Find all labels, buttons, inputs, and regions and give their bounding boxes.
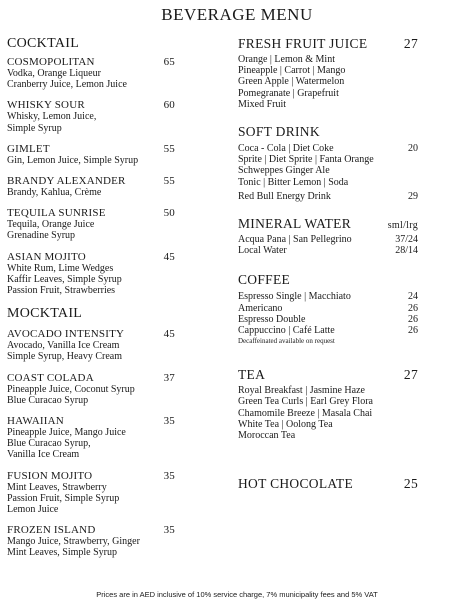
menu-item xyxy=(7,175,175,198)
coffee-row xyxy=(238,291,418,302)
soft-drink-row-text: Sprite | Diet Sprite | Fanta Orange xyxy=(238,154,374,166)
menu-item-price: 45 xyxy=(163,250,175,263)
menu-item-header xyxy=(7,328,175,340)
section-heading-coffee: COFFEE xyxy=(238,272,291,288)
fresh-juice-list xyxy=(238,54,418,110)
menu-item-price: 45 xyxy=(163,328,175,341)
coffee-row-price: 24 xyxy=(408,291,418,303)
fresh-juice-price: 27 xyxy=(403,36,418,51)
tea-option: Royal Breakfast | Jasmine Haze xyxy=(238,385,365,397)
menu-item xyxy=(7,99,175,133)
menu-item-price: 35 xyxy=(163,469,175,482)
section-heading-hot-chocolate: HOT CHOCOLATE 25 xyxy=(238,476,418,492)
menu-item-price: 65 xyxy=(163,56,175,68)
tea-option: White Tea | Oolong Tea xyxy=(238,418,333,430)
soft-drink-list xyxy=(238,143,418,188)
water-row xyxy=(238,245,418,256)
menu-item-price: 55 xyxy=(163,142,175,155)
coffee-row xyxy=(238,303,418,314)
coffee-row-text: Espresso Single | Macchiato xyxy=(238,291,351,303)
menu-item xyxy=(7,524,175,558)
menu-item-description: Gin, Lemon Juice, Simple Syrup xyxy=(7,154,139,166)
menu-item-price: 60 xyxy=(163,99,175,112)
water-row-text: Local Water xyxy=(238,245,287,257)
juice-option: Orange | Lemon & Mint xyxy=(238,54,335,65)
coffee-decaf-note: Decaffeinated available on request xyxy=(238,337,335,346)
menu-item-description: Vanilla Ice Cream xyxy=(7,449,80,461)
right-column xyxy=(238,36,418,492)
soft-drink-row-text: Schweppes Ginger Ale xyxy=(238,165,330,177)
tea-option: Green Tea Curls | Earl Grey Flora xyxy=(238,396,373,408)
coffee-row-text: Cappuccino | Café Latte xyxy=(238,325,335,337)
coffee-row-price: 26 xyxy=(408,302,418,314)
menu-item-header xyxy=(7,175,175,187)
section-heading-cocktail: COCKTAIL xyxy=(7,36,80,51)
menu-item xyxy=(7,470,175,516)
coffee-row xyxy=(238,325,418,336)
menu-item xyxy=(7,415,175,461)
menu-item-name: TEQUILA SUNRISE xyxy=(7,207,106,220)
section-heading-fresh-juice: FRESH FRUIT JUICE 27 xyxy=(238,36,418,51)
menu-item-description: White Rum, Lime Wedges xyxy=(7,262,114,274)
menu-item-description: Brandy, Kahlua, Crème xyxy=(7,187,102,199)
menu-item-name: HAWAIIAN xyxy=(7,415,64,428)
menu-item-name: AVOCADO INTENSITY xyxy=(7,328,125,341)
coffee-row xyxy=(238,314,418,325)
menu-item xyxy=(7,251,175,297)
menu-item-description: Passion Fruit, Simple Syrup xyxy=(7,492,120,504)
menu-item xyxy=(7,56,175,90)
water-row-price: 37/24 xyxy=(395,234,418,246)
left-column xyxy=(7,36,175,559)
menu-item-description: Vodka, Orange Liqueur xyxy=(7,68,101,79)
menu-item-price: 35 xyxy=(163,415,175,428)
menu-item-price: 35 xyxy=(163,524,175,537)
menu-item-description: Lemon Juice xyxy=(7,504,59,516)
menu-item-header xyxy=(7,415,175,427)
menu-item-description: Tequila, Orange Juice xyxy=(7,219,95,231)
water-row-text: Acqua Pana | San Pellegrino xyxy=(238,234,352,246)
water-row-price: 28/14 xyxy=(395,245,418,257)
menu-item xyxy=(7,328,175,362)
menu-item-header xyxy=(7,207,175,219)
menu-item-description: Pineapple Juice, Mango Juice xyxy=(7,427,126,439)
soft-drink-row xyxy=(238,154,418,165)
menu-item-description: Pineapple Juice, Coconut Syrup xyxy=(7,383,135,395)
soft-drink-row xyxy=(238,165,418,176)
soft-drink-row xyxy=(238,143,418,154)
menu-item-price: 55 xyxy=(163,175,175,188)
menu-item-price: 37 xyxy=(163,371,175,384)
menu-item-description: Simple Syrup xyxy=(7,122,62,134)
tea-list xyxy=(238,385,418,441)
menu-item-description: Grenadine Syrup xyxy=(7,230,76,242)
menu-item xyxy=(7,143,175,166)
menu-item-name: COAST COLADA xyxy=(7,371,94,384)
menu-item-header xyxy=(7,251,175,263)
coffee-row-price: 26 xyxy=(408,325,418,337)
juice-option: Mixed Fruit xyxy=(238,98,287,110)
menu-item xyxy=(7,372,175,406)
menu-item-description: Mint Leaves, Simple Syrup xyxy=(7,547,117,559)
menu-item-header xyxy=(7,56,175,68)
menu-item-name: WHISKY SOUR xyxy=(7,99,85,112)
coffee-row-text: Americano xyxy=(238,302,283,314)
juice-option: Green Apple | Watermelon xyxy=(238,76,345,88)
menu-item-description: Avocado, Vanilla Ice Cream xyxy=(7,340,120,352)
juice-option: Pomegranate | Grapefruit xyxy=(238,87,339,99)
menu-item-name: GIMLET xyxy=(7,142,50,155)
menu-item-description: Simple Syrup, Heavy Cream xyxy=(7,351,122,363)
menu-title: BEVERAGE MENU xyxy=(161,5,313,24)
menu-item-name: FROZEN ISLAND xyxy=(7,524,96,537)
water-row xyxy=(238,234,418,245)
cocktail-list xyxy=(7,56,175,296)
menu-item-description: Passion Fruit, Strawberries xyxy=(7,285,116,297)
juice-option: Pineapple | Carrot | Mango xyxy=(238,65,346,77)
menu-item-price: 50 xyxy=(163,207,175,220)
soft-drink-row xyxy=(238,177,418,188)
menu-item-header xyxy=(7,470,175,482)
soft-drink-row-price: 20 xyxy=(408,143,418,155)
section-heading-mocktail: MOCKTAIL xyxy=(7,306,83,322)
menu-item-description: Blue Curacao Syrup, xyxy=(7,438,91,450)
tea-price: 27 xyxy=(403,367,418,383)
menu-item-name: FUSION MOJITO xyxy=(7,469,93,482)
price-footer-note: Prices are in AED inclusive of 10% service charge, 7% municipality fees and 5% VAT xyxy=(96,590,378,599)
hot-chocolate-price: 25 xyxy=(403,476,418,492)
soft-drink-row-text: Coca - Cola | Diet Coke xyxy=(238,143,334,155)
menu-item-name: BRANDY ALEXANDER xyxy=(7,175,126,188)
menu-item-header xyxy=(7,99,175,111)
menu-item xyxy=(7,207,175,241)
section-heading-mineral-water: MINERAL WATER sml/lrg xyxy=(238,216,418,232)
menu-item-description: Mango Juice, Strawberry, Ginger xyxy=(7,536,140,548)
menu-item-description: Mint Leaves, Strawberry xyxy=(7,481,107,493)
tea-option: Moroccan Tea xyxy=(238,430,296,442)
menu-item-description: Whisky, Lemon Juice, xyxy=(7,111,97,123)
menu-item-header xyxy=(7,524,175,536)
section-heading-tea: TEA 27 xyxy=(238,367,418,383)
coffee-list xyxy=(238,291,418,336)
menu-item-description: Blue Curacao Syrup xyxy=(7,394,89,406)
water-unit-label: sml/lrg xyxy=(387,220,418,232)
coffee-row-price: 26 xyxy=(408,313,418,325)
menu-item-name: ASIAN MOJITO xyxy=(7,250,86,263)
tea-option: Chamomile Breeze | Masala Chai xyxy=(238,407,373,419)
coffee-row-text: Espresso Double xyxy=(238,313,306,325)
section-heading-soft-drink: SOFT DRINK xyxy=(238,124,320,140)
menu-item-description: Kaffir Leaves, Simple Syrup xyxy=(7,273,122,285)
menu-item-name: COSMOPOLITAN xyxy=(7,56,95,68)
mocktail-list xyxy=(7,328,175,558)
soft-drink-row-text: Tonic | Bitter Lemon | Soda xyxy=(238,176,349,188)
menu-item-header xyxy=(7,143,175,155)
soft-drink-extra-row: Red Bull Energy Drink 29 xyxy=(238,190,418,202)
menu-item-header xyxy=(7,372,175,384)
mineral-water-list xyxy=(238,234,418,256)
menu-item-description: Cranberry Juice, Lemon Juice xyxy=(7,79,127,91)
